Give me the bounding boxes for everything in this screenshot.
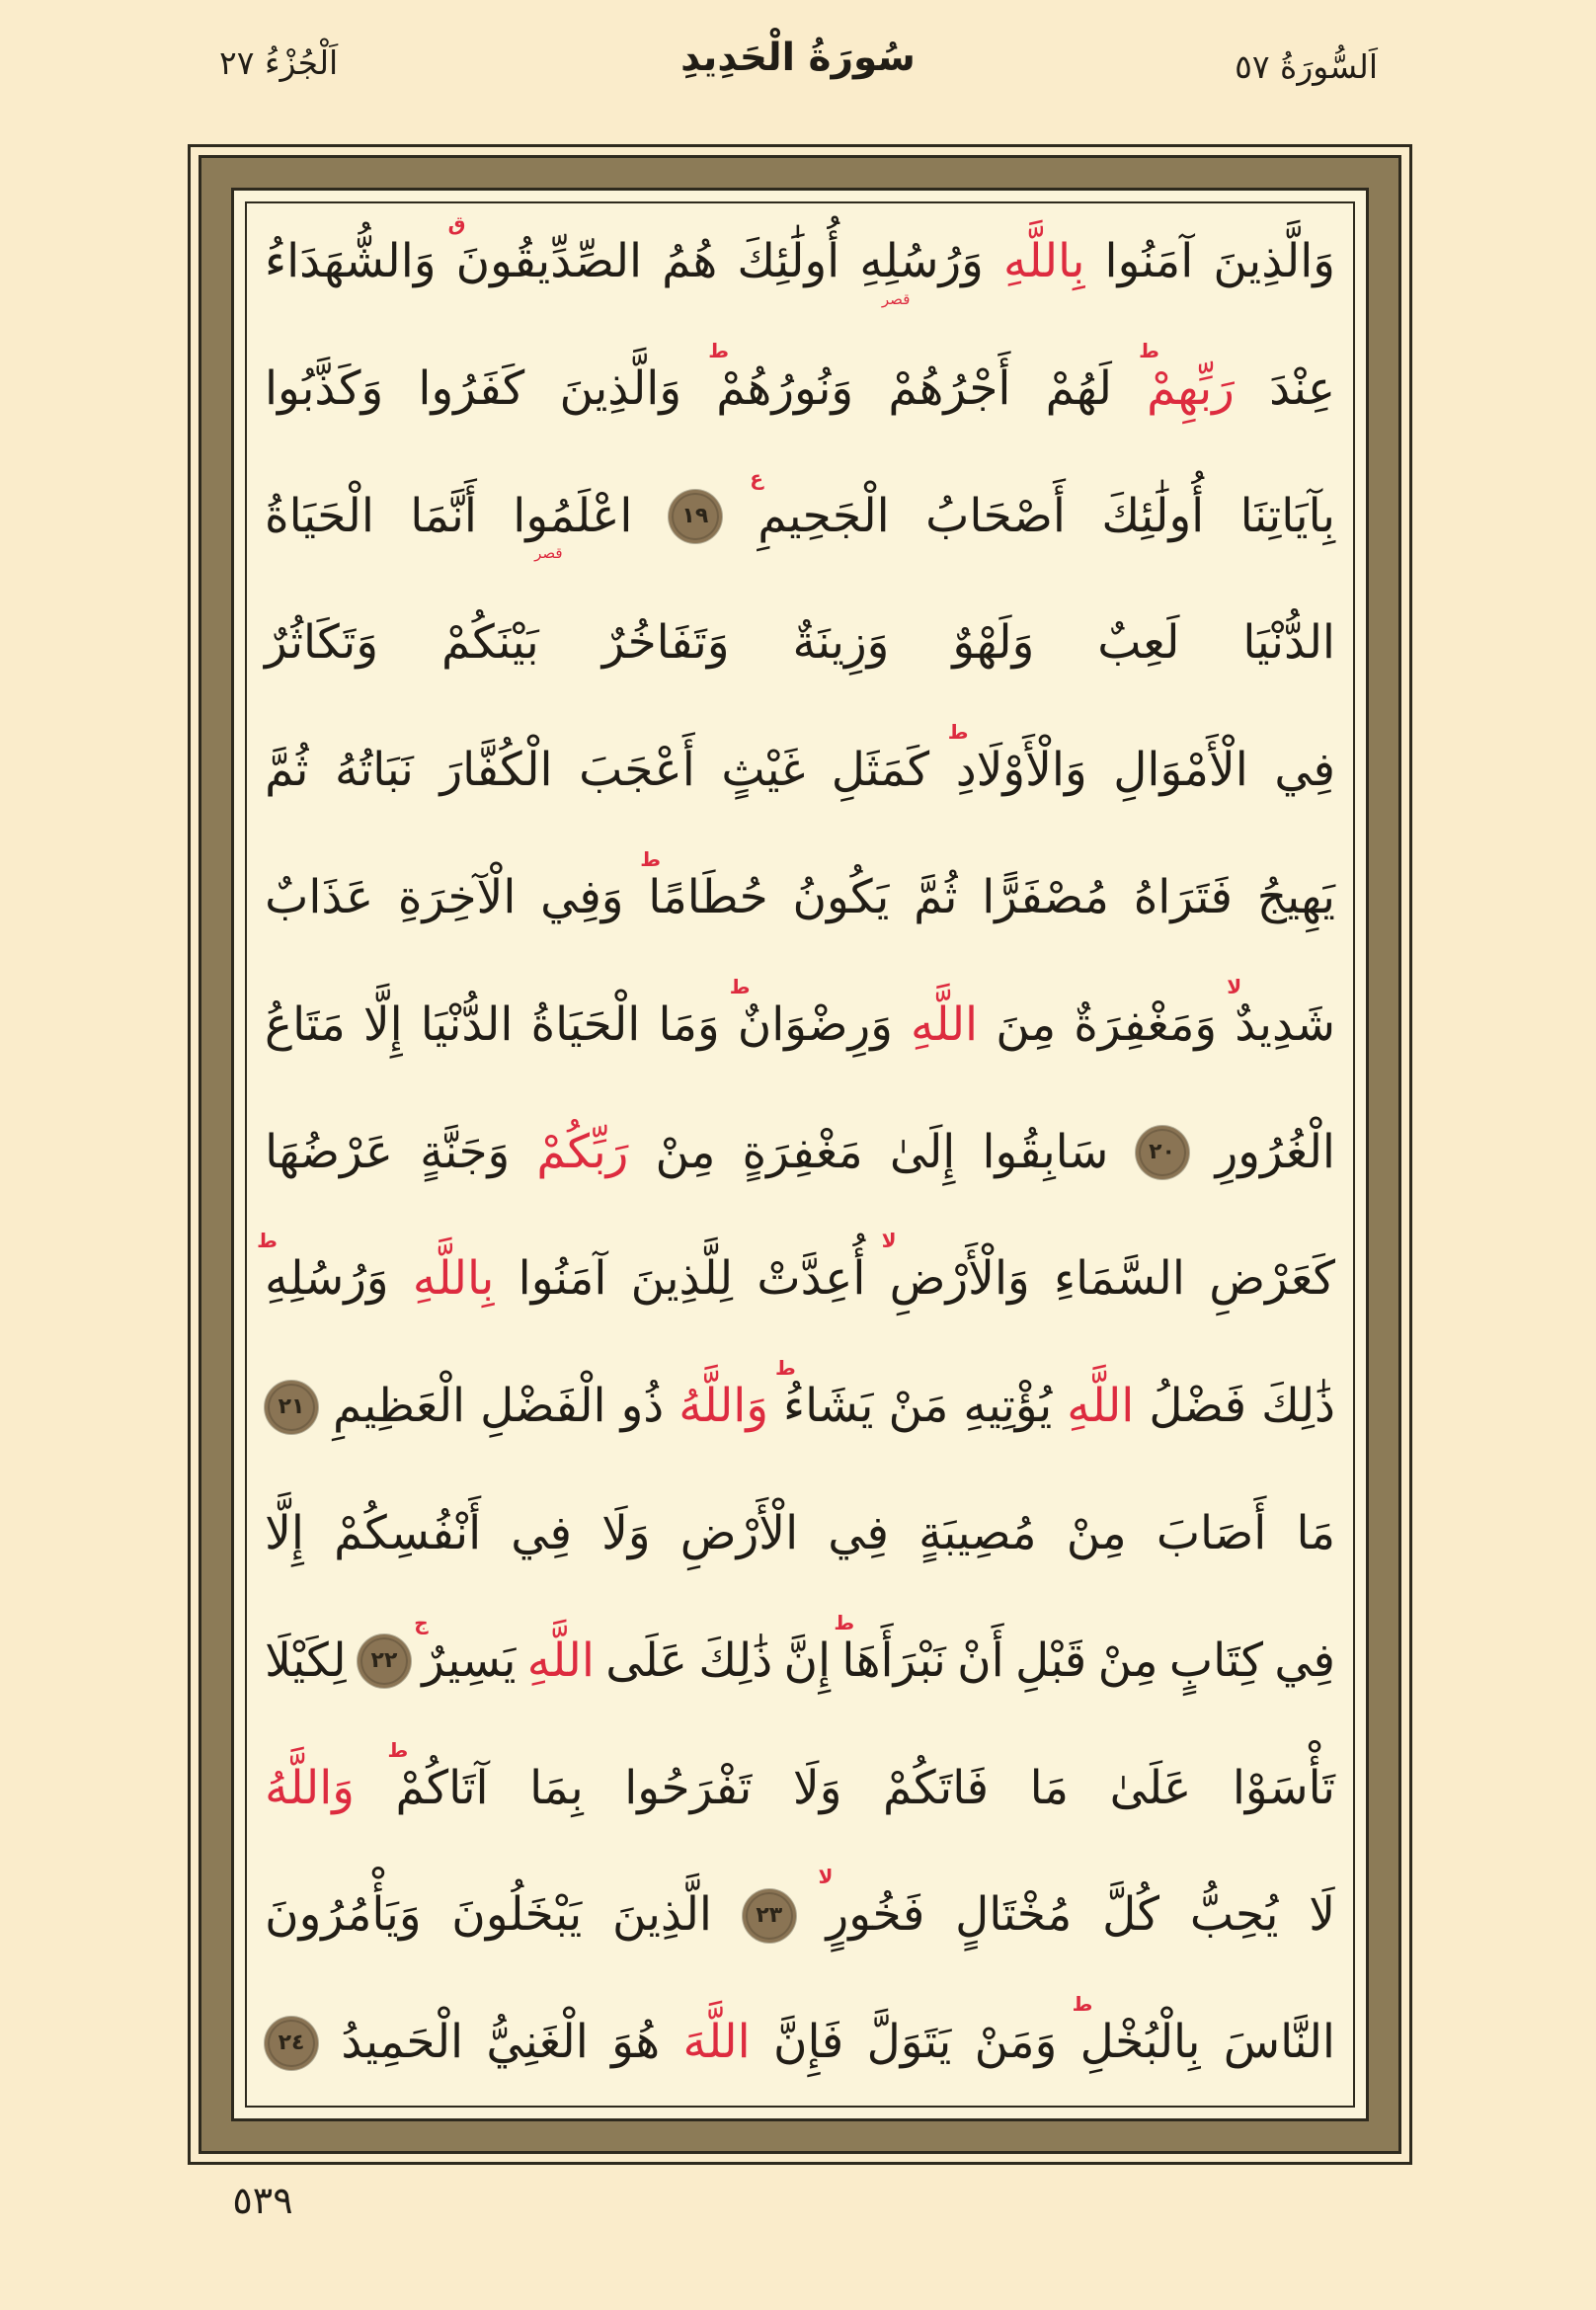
verse-number: ٢١ <box>278 1394 305 1419</box>
word: عَلَى <box>605 1633 687 1688</box>
text-line <box>265 974 1335 1055</box>
page-frame <box>188 144 1412 2165</box>
word: مَا <box>1296 1505 1335 1560</box>
verse-medallion <box>358 1634 411 1688</box>
tajweed-qasr-mark: قصر <box>534 544 563 563</box>
word: مَتَاعُ <box>265 996 346 1052</box>
word: نَبْرَأَهَا ط <box>834 1610 946 1688</box>
tajweed-stop-mark: لا <box>881 1229 897 1253</box>
word: أُولَٰئِكَ <box>737 234 840 288</box>
word: الْحَمِيدُ <box>341 2015 464 2070</box>
word: كِتَابٍ <box>1168 1633 1264 1688</box>
word: الْأَرْضِ <box>679 1505 799 1560</box>
frame-band <box>199 155 1401 2154</box>
text-line <box>265 338 1335 419</box>
word: فَاتَكُمْ <box>882 1760 990 1815</box>
word: كَمَثَلِ <box>831 743 930 798</box>
verse-number: ٢٤ <box>278 2030 305 2055</box>
word: فَتَرَاهُ <box>1133 869 1233 924</box>
word: أَنْ <box>957 1633 1004 1688</box>
word: يَتَوَلَّ <box>866 2015 952 2070</box>
text-line <box>265 1865 1335 1945</box>
verse-number: ٢٢ <box>370 1648 398 1674</box>
word: وَفِي <box>540 869 624 924</box>
word: وَتَكَاثُرٌ <box>265 615 379 671</box>
verse-medallion <box>265 1381 318 1434</box>
word: ذَٰلِكَ <box>1261 1379 1335 1434</box>
word: إِنَّ <box>783 1633 832 1688</box>
word: الْآخِرَةِ <box>397 869 517 924</box>
word: فِي <box>1274 743 1335 798</box>
word: إِلَىٰ <box>889 1124 956 1179</box>
word: سَابِقُوا <box>982 1124 1109 1179</box>
verse-medallion <box>1136 1126 1189 1179</box>
word: وَالَّذِينَ <box>1213 234 1335 288</box>
word: عَلَىٰ <box>1109 1760 1192 1815</box>
text-line <box>265 211 1335 308</box>
word: وَرُسُلِهِ ط <box>257 1229 389 1307</box>
word: عِنْدَ <box>1269 360 1335 416</box>
word: الَّذِينَ <box>612 1887 712 1943</box>
word: مُصِيبَةٍ <box>918 1505 1037 1560</box>
word: السَّمَاءِ <box>1054 1251 1185 1307</box>
word: بِاللَّهِ <box>412 1251 495 1307</box>
word: الْعَظِيمِ <box>333 1379 466 1434</box>
word: يَكُونُ <box>792 869 890 924</box>
word: وَالْأَوْلَادِ ط <box>947 720 1087 798</box>
word: وَاللَّهُ <box>265 1760 355 1815</box>
word: يُؤْتِيهِ <box>963 1379 1053 1434</box>
word: كُلَّ <box>1102 1887 1160 1943</box>
tajweed-stop-mark: ج <box>414 1610 429 1634</box>
word: وَالشُّهَدَاءُ <box>265 234 437 288</box>
word: إِلَّا <box>265 1505 304 1560</box>
word: عَرْضُهَا <box>265 1124 393 1179</box>
tajweed-stop-mark: ط <box>708 338 730 362</box>
word: وَمَا <box>658 996 720 1052</box>
word: آتَاكُمْ ط <box>387 1737 489 1815</box>
word: الدُّنْيَا <box>1242 615 1335 671</box>
word: يَشَاءُ ط <box>775 1356 874 1434</box>
tajweed-stop-mark: ق <box>447 211 466 235</box>
tajweed-stop-mark: ط <box>1072 1992 1093 2017</box>
word: لِلَّذِينَ <box>630 1251 734 1307</box>
word: فَإِنَّ <box>772 2015 844 2070</box>
word: وَمَنْ <box>974 2015 1058 2070</box>
word: هُوَ <box>611 2015 661 2070</box>
text-line <box>265 846 1335 927</box>
tajweed-qasr-mark: قصر <box>881 289 911 308</box>
word: بِاللَّهِ <box>1002 234 1085 288</box>
verse-medallion <box>669 490 722 543</box>
word: النَّاسَ <box>1223 2015 1335 2070</box>
word: آمَنُوا <box>518 1251 607 1307</box>
word: ذُو <box>620 1379 665 1434</box>
word: وَتَفَاخُرٌ <box>601 615 730 671</box>
word: وَيَأْمُرُونَ <box>265 1887 422 1943</box>
word: أَجْرُهُمْ <box>888 360 1011 416</box>
tajweed-stop-mark: ع <box>750 465 763 490</box>
text-line <box>265 1356 1335 1436</box>
word: مِنْ <box>1097 1633 1158 1688</box>
text-block <box>245 201 1355 2108</box>
word: اللَّهِ <box>526 1633 595 1688</box>
tajweed-stop-mark: ط <box>640 846 662 871</box>
word: يَسِيرٌ ج <box>414 1610 517 1688</box>
word: أَنْفُسِكُمْ <box>334 1505 482 1560</box>
text-line <box>257 1229 1335 1309</box>
word: وَلَهْوٌ <box>952 615 1035 671</box>
word: لِكَيْلَا <box>265 1633 347 1688</box>
word: تَأْسَوْا <box>1232 1760 1335 1815</box>
word: وَمَغْفِرَةٌ <box>1074 996 1218 1052</box>
tajweed-stop-mark: ط <box>1139 338 1159 362</box>
word: فِي <box>511 1505 572 1560</box>
word: نَبَاتُهُ <box>335 743 414 798</box>
word: رَبِّكُمْ <box>536 1124 629 1179</box>
word: الْكُفَّارَ <box>439 743 553 798</box>
frame-inner-border <box>231 188 1369 2121</box>
word: مِنْ <box>1066 1505 1127 1560</box>
word: أُولَٰئِكَ <box>1101 488 1205 543</box>
word: إِلَّا <box>362 996 403 1052</box>
word: فِي <box>1274 1633 1335 1688</box>
word: وَكَذَّبُوا <box>265 360 384 416</box>
verse-medallion <box>265 2017 318 2070</box>
tajweed-stop-mark: ط <box>729 974 751 998</box>
word: مُصْفَرًّا <box>982 869 1109 924</box>
word: وَلَا <box>792 1760 842 1815</box>
verse-number: ١٩ <box>681 504 709 529</box>
word: وَالَّذِينَ <box>559 360 682 416</box>
word: رَبِّهِمْ ط <box>1139 338 1235 416</box>
word: لَا <box>1309 1887 1335 1943</box>
word: أُعِدَّتْ <box>757 1251 866 1307</box>
word: مِنَ <box>996 996 1057 1052</box>
surah-title: سُورَةُ الْحَدِيدِ <box>680 36 916 80</box>
word: غَيْثٍ <box>721 743 806 798</box>
word: اللَّهِ <box>1067 1379 1135 1434</box>
word: وَرُسُلِهِ قصر <box>859 234 984 308</box>
word: مَا <box>1029 1760 1070 1815</box>
word: وَلَا <box>601 1505 651 1560</box>
word: الْحَيَاةُ <box>265 488 374 543</box>
text-line <box>265 614 1335 673</box>
text-line <box>265 720 1335 800</box>
word: فِي <box>828 1505 889 1560</box>
word: شَدِيدٌ لا <box>1227 974 1335 1052</box>
page-number: ٥٣٩ <box>232 2179 293 2222</box>
word: مُخْتَالٍ <box>955 1887 1073 1943</box>
text-line <box>265 1505 1335 1563</box>
word: يَهِيجُ <box>1256 869 1335 924</box>
text-line <box>265 1992 1335 2072</box>
text-line <box>265 1124 1335 1182</box>
word: عَذَابٌ <box>265 869 374 924</box>
word: كَعَرْضِ <box>1209 1251 1335 1307</box>
word: وَزِينَةٌ <box>792 615 890 671</box>
word: فَضْلُ <box>1149 1379 1247 1434</box>
word: ثُمَّ <box>914 869 958 924</box>
word: بِالْبُخْلِ ط <box>1072 1992 1201 2070</box>
verse-number: ٢٣ <box>756 1902 783 1928</box>
word: وَجَنَّةٍ <box>420 1124 511 1179</box>
word: مَنْ <box>888 1379 949 1434</box>
word: وَالْأَرْضِ لا <box>881 1229 1030 1307</box>
tajweed-stop-mark: ط <box>257 1229 278 1253</box>
text-line <box>265 1610 1335 1691</box>
word: كَفَرُوا <box>418 360 525 416</box>
tajweed-stop-mark: ط <box>947 720 969 745</box>
juz-label: اَلْجُزْءُ ٢٧ <box>219 43 339 82</box>
word: وَاللَّهُ <box>678 1379 769 1434</box>
word: لَهُمْ <box>1045 360 1112 416</box>
word: الْأَمْوَالِ <box>1113 743 1248 798</box>
text-line <box>265 1737 1335 1818</box>
word: الصِّدِّيقُونَ ق <box>447 211 643 288</box>
word: اللَّهِ <box>910 996 979 1052</box>
word: وَنُورُهُمْ ط <box>708 338 854 416</box>
word: تَفْرَحُوا <box>624 1760 753 1815</box>
word: بِمَا <box>529 1760 584 1815</box>
tajweed-stop-mark: ط <box>775 1356 796 1381</box>
word: بِآيَاتِنَا <box>1239 488 1335 543</box>
word: لَعِبٌ <box>1097 615 1180 671</box>
surah-number-label: اَلسُّورَةُ ٥٧ <box>1235 47 1378 86</box>
word: الْغُرُورِ <box>1215 1124 1335 1179</box>
word: مَغْفِرَةٍ <box>742 1124 863 1179</box>
word: أَعْجَبَ <box>579 743 695 798</box>
tajweed-stop-mark: لا <box>1227 974 1242 998</box>
tajweed-stop-mark: ط <box>387 1737 409 1762</box>
word: الْفَضْلِ <box>480 1379 606 1434</box>
word: الدُّنْيَا <box>420 996 514 1052</box>
word: حُطَامًا ط <box>640 846 768 924</box>
word: أَنَّمَا <box>410 488 477 543</box>
word: الْجَحِيمِ ع <box>750 465 890 543</box>
word: آمَنُوا <box>1104 234 1194 288</box>
word: قَبْلِ <box>1015 1633 1087 1688</box>
tajweed-stop-mark: لا <box>818 1865 834 1889</box>
word: اعْلَمُوا قصر <box>513 488 633 563</box>
word: يَبْخَلُونَ <box>451 1887 583 1943</box>
text-line <box>265 465 1335 563</box>
word: هُمُ <box>662 234 718 288</box>
word: اللَّهَ <box>682 2015 751 2070</box>
verse-medallion <box>743 1889 796 1943</box>
word: يُحِبُّ <box>1189 1887 1279 1943</box>
word: ثُمَّ <box>265 743 309 798</box>
tajweed-stop-mark: ط <box>834 1610 855 1634</box>
verse-number: ٢٠ <box>1149 1140 1175 1165</box>
word: الْغَنِيُّ <box>486 2015 589 2070</box>
word: مِنْ <box>655 1124 716 1179</box>
word: أَصْحَابُ <box>925 488 1066 543</box>
word: بَيْنَكُمْ <box>441 615 539 671</box>
word: أَصَابَ <box>1156 1505 1267 1560</box>
word: ذَٰلِكَ <box>698 1633 773 1688</box>
word: فَخُورٍ لا <box>818 1865 925 1943</box>
word: وَرِضْوَانٌ ط <box>729 974 893 1052</box>
word: الْحَيَاةُ <box>530 996 641 1052</box>
